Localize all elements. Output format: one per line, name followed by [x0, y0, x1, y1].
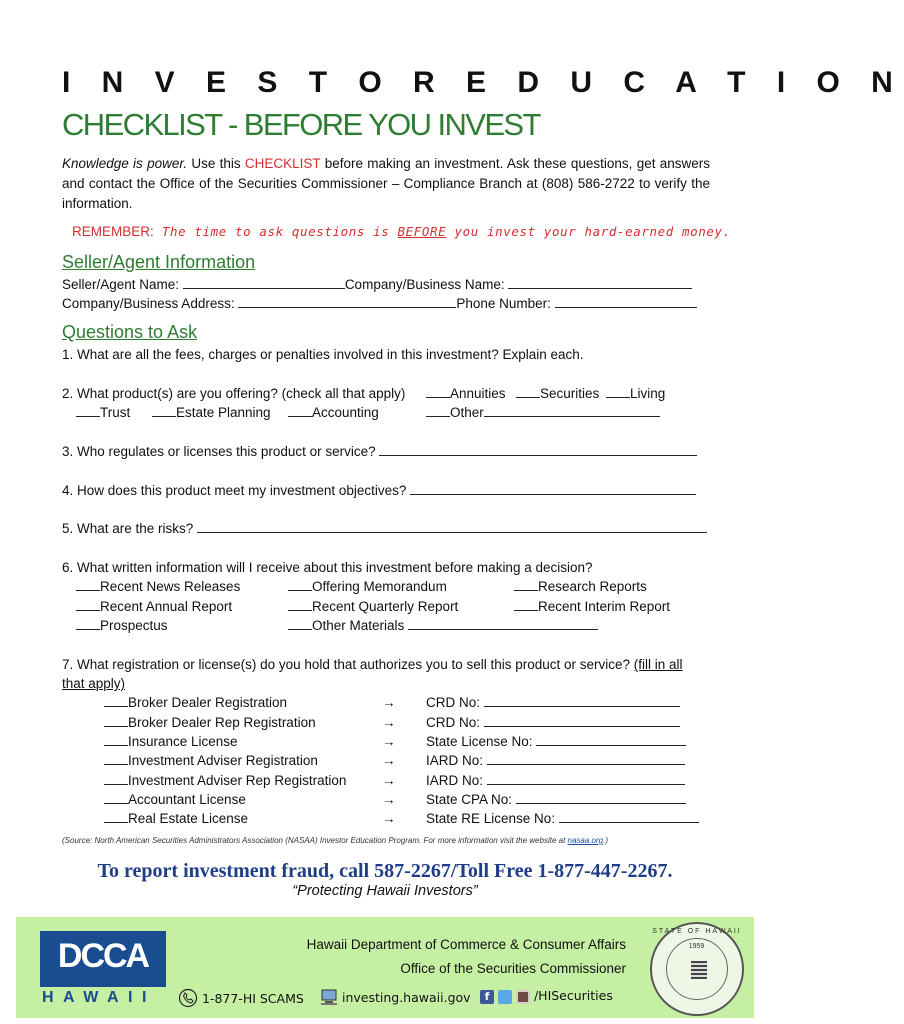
q6-option-prospectus[interactable]	[76, 617, 168, 635]
arrow-icon: →	[382, 773, 396, 788]
q2-option-annuities[interactable]	[426, 385, 506, 403]
q7-row-insurance[interactable]	[104, 733, 238, 751]
title-checklist: CHECKLIST - BEFORE YOU INVEST	[62, 107, 540, 142]
question-2	[62, 385, 405, 403]
nasaa-link[interactable]: nasaa.org	[567, 836, 604, 845]
q7-row-label: Broker Dealer Registration	[128, 695, 288, 710]
q6-option-label: Research Reports	[538, 579, 647, 594]
website-contact	[320, 988, 471, 1009]
question-3-field[interactable]	[379, 443, 697, 456]
q6-option-research[interactable]	[514, 578, 647, 596]
computer-icon	[320, 988, 338, 1009]
q7-row-label: Broker Dealer Rep Registration	[128, 715, 316, 730]
seal-shield-icon	[691, 961, 707, 979]
q6-option-interim[interactable]	[514, 598, 670, 616]
social-contact	[480, 988, 613, 1004]
q6-option-label: Recent News Releases	[100, 579, 241, 594]
q2-option-living[interactable]	[606, 385, 665, 403]
question-7-note-b	[62, 675, 125, 693]
company-name-field[interactable]	[508, 276, 692, 289]
q2-option-label: Trust	[100, 405, 131, 420]
intro-text-a: Use this	[187, 156, 245, 171]
q6-option-quarterly[interactable]	[288, 598, 458, 616]
remember-before: BEFORE	[397, 224, 447, 239]
question-3-text: 3. Who regulates or licenses this product or service?	[62, 444, 380, 459]
q6-option-label: Offering Memorandum	[312, 579, 447, 594]
remember-msg-a: The time to ask questions is	[153, 224, 398, 239]
q2-option-label: Annuities	[450, 386, 506, 401]
intro-text-b: before making an investment. Ask these questions, get answers and contact the	[62, 156, 710, 191]
q6-option-label: Recent Annual Report	[100, 599, 233, 614]
q7-field-label: State CPA No:	[426, 792, 516, 807]
intro-text-c: to verify the information.	[62, 176, 710, 211]
q7-field-re-license[interactable]	[426, 810, 699, 828]
seller-line-1	[62, 276, 692, 294]
q2-other-field[interactable]	[484, 404, 660, 417]
q6-option-label: Other Materials	[312, 618, 409, 633]
phone-contact	[178, 988, 304, 1011]
q6-option-other[interactable]	[288, 617, 598, 635]
intro-paragraph	[62, 154, 710, 214]
q2-option-securities[interactable]	[516, 385, 599, 403]
q7-field-label: CRD No:	[426, 695, 484, 710]
q7-field-crd[interactable]	[426, 694, 680, 712]
phone-label: Phone Number:	[456, 296, 555, 311]
seller-line-2	[62, 295, 697, 313]
q7-field-label: IARD No:	[426, 773, 487, 788]
dcca-logo	[40, 931, 166, 987]
q7-field-cpa[interactable]	[426, 791, 686, 809]
remember-label: REMEMBER:	[72, 224, 154, 239]
question-7-note-b-text: that apply)	[62, 676, 126, 691]
seller-heading: Seller/Agent Information	[62, 252, 256, 272]
twitter-icon[interactable]	[498, 990, 512, 1004]
dept-name: Hawaii Department of Commerce & Consumer Affairs	[306, 937, 626, 952]
arrow-icon: →	[382, 734, 396, 749]
question-4	[62, 482, 696, 500]
q7-row-accountant[interactable]	[104, 791, 246, 809]
arrow-icon: →	[382, 715, 396, 730]
question-7-note-a: (fill in all	[633, 657, 683, 672]
q2-option-label: Living	[630, 386, 666, 401]
q6-option-label: Recent Quarterly Report	[312, 599, 459, 614]
q6-other-field[interactable]	[408, 617, 598, 630]
source-note	[62, 836, 608, 845]
arrow-icon: →	[382, 753, 396, 768]
question-5	[62, 520, 707, 538]
website-text[interactable]: investing.hawaii.gov	[341, 990, 471, 1005]
q7-field-crd-rep[interactable]	[426, 714, 680, 732]
facebook-icon[interactable]: f	[480, 990, 494, 1004]
q7-field-label: IARD No:	[426, 753, 487, 768]
social-handle[interactable]: /HISecurities	[533, 988, 613, 1003]
phone-text[interactable]: 1-877-HI SCAMS	[201, 991, 304, 1006]
agent-name-field[interactable]	[183, 276, 345, 289]
state-seal	[650, 922, 744, 1016]
seal-inner-ring	[666, 938, 728, 1000]
q2-option-label: Accounting	[312, 405, 379, 420]
question-1: 1. What are all the fees, charges or penalties involved in this investment? Explain each.	[62, 347, 584, 362]
q2-option-label: Estate Planning	[176, 405, 271, 420]
instagram-icon[interactable]	[516, 990, 530, 1004]
q6-option-label: Prospectus	[100, 618, 168, 633]
source-end: .)	[603, 836, 609, 845]
q7-row-ia-registration[interactable]	[104, 752, 318, 770]
q7-row-real-estate[interactable]	[104, 810, 248, 828]
company-address-field[interactable]	[238, 295, 456, 308]
q7-row-label: Insurance License	[128, 734, 238, 749]
arrow-icon: →	[382, 695, 396, 710]
q7-field-state-license[interactable]	[426, 733, 686, 751]
fraud-report-line: To report investment fraud, call 587-2267/Toll Free 1-877-447-2267.	[97, 860, 673, 882]
q7-field-iard-rep[interactable]	[426, 772, 685, 790]
question-2-note: (check all that apply)	[281, 386, 406, 401]
q6-option-annual[interactable]	[76, 598, 232, 616]
q7-row-label: Investment Adviser Registration	[128, 753, 318, 768]
q2-option-trust[interactable]	[76, 404, 130, 422]
question-4-text: 4. How does this product meet my investment objectives?	[62, 483, 411, 498]
q7-row-ia-rep[interactable]	[104, 772, 346, 790]
dcca-logo-hawaii: HAWAII	[42, 989, 156, 1006]
question-7-text: 7. What registration or license(s) do you hold that authorizes you to sell this product or service?	[62, 657, 634, 672]
office-name: Office of the Securities Commissioner	[400, 961, 626, 976]
question-6: 6. What written information will I receive about this investment before making a decision?	[62, 560, 593, 575]
q6-option-news[interactable]	[76, 578, 240, 596]
phone-field[interactable]	[555, 295, 697, 308]
arrow-icon: →	[382, 792, 396, 807]
question-2-text: 2. What product(s) are you offering?	[62, 386, 282, 401]
q7-row-label: Investment Adviser Rep Registration	[128, 773, 347, 788]
q7-row-label: Real Estate License	[128, 811, 249, 826]
remember-note	[72, 224, 731, 239]
question-7	[62, 656, 683, 674]
company-name-label: Company/Business Name:	[344, 277, 509, 292]
question-4-field[interactable]	[410, 482, 696, 495]
agent-name-label: Seller/Agent Name:	[62, 277, 183, 292]
q7-field-label: State License No:	[426, 734, 537, 749]
dcca-logo-text: DCCA	[57, 937, 149, 975]
phone-icon	[178, 988, 198, 1011]
company-address-label: Company/Business Address:	[62, 296, 239, 311]
q6-option-label: Recent Interim Report	[538, 599, 671, 614]
q7-row-broker-dealer[interactable]	[104, 694, 287, 712]
q7-row-broker-rep[interactable]	[104, 714, 316, 732]
intro-lead: Knowledge is power.	[62, 156, 188, 171]
q7-field-label: CRD No:	[426, 715, 484, 730]
source-text: (Source: North American Securities Administrators Association (NASAA) Investor Education Program. For more information visit the website at	[62, 836, 568, 845]
question-5-field[interactable]	[197, 520, 707, 533]
q2-option-other[interactable]	[426, 404, 660, 422]
q2-option-label: Securities	[540, 386, 600, 401]
footer-banner	[16, 917, 754, 1018]
q7-field-iard[interactable]	[426, 752, 685, 770]
intro-office-name: Office of the Securities Commissioner – Compliance Branch at (808) 586-2722	[159, 176, 635, 191]
q2-option-accounting[interactable]	[288, 404, 379, 422]
question-3	[62, 443, 697, 461]
seal-year: 1959	[688, 943, 705, 950]
questions-heading: Questions to Ask	[62, 322, 198, 342]
seal-text: STATE OF HAWAII	[652, 928, 742, 935]
q7-field-label: State RE License No:	[426, 811, 559, 826]
q7-row-label: Accountant License	[128, 792, 246, 807]
question-5-text: 5. What are the risks?	[62, 521, 198, 536]
slogan: “Protecting Hawaii Investors”	[292, 883, 478, 899]
q2-option-label: Other	[450, 405, 484, 420]
q2-option-estate-planning[interactable]	[152, 404, 271, 422]
intro-checklist-word: CHECKLIST	[244, 156, 321, 171]
q6-option-offering[interactable]	[288, 578, 447, 596]
title-investor-education: I N V E S T O R E D U C A T I O N	[62, 66, 904, 99]
arrow-icon: →	[382, 811, 396, 826]
remember-msg-b: you invest your hard-earned money.	[446, 224, 731, 239]
